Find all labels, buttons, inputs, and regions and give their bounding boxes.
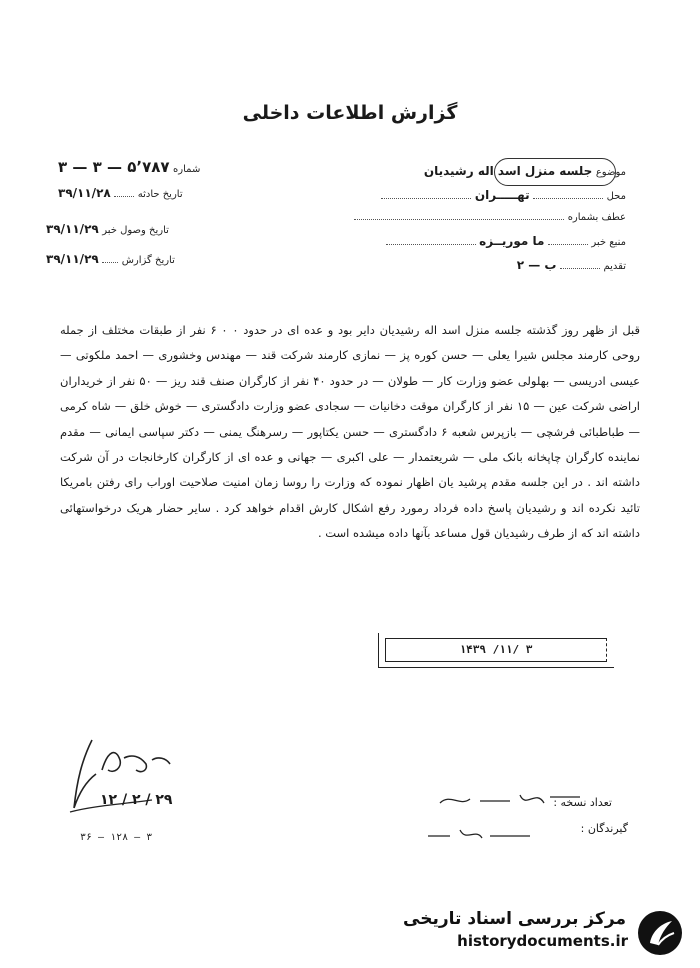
event-date-field — [58, 186, 183, 200]
event-date-label: تاریخ حادثه — [137, 189, 183, 200]
recipients-label: گیرندگان : — [580, 822, 628, 835]
place-value: تهـــــران — [474, 188, 530, 202]
place-field — [381, 188, 626, 202]
source-label: منبع خبر — [591, 237, 626, 248]
copies-label: تعداد نسخه : — [553, 796, 612, 809]
grade-field — [517, 258, 626, 272]
handwritten-date: ۱۲ / ۲ / ۲۹ — [100, 792, 173, 808]
document-number: ۳۶ — ۱۲۸ — ۳ — [80, 832, 153, 843]
recipients-handwriting — [420, 822, 540, 846]
report-date-value: ۳۹/۱۱/۲۹ — [46, 252, 99, 266]
follow-field — [354, 210, 626, 223]
follow-label: عطف بشماره — [567, 212, 626, 223]
registry-stamp: ۱۴۳۹ /۱۱/ ۳ — [385, 638, 607, 662]
subject-field — [424, 164, 626, 178]
source-value: ما موریــزه — [479, 234, 545, 248]
report-date-label: تاریخ گزارش — [121, 255, 175, 266]
subject-value: جلسه منزل اسد اله رشیدیان — [423, 164, 593, 178]
received-date-value: ۳۹/۱۱/۲۹ — [46, 222, 99, 236]
source-field — [386, 234, 626, 248]
number-label: شماره — [173, 164, 201, 175]
grade-label: تقدیم — [603, 261, 626, 272]
copies-handwriting — [430, 785, 610, 813]
received-date-field — [46, 222, 169, 236]
watermark-logo-icon — [636, 909, 684, 957]
event-date-value: ۳۹/۱۱/۲۸ — [58, 186, 111, 200]
watermark-title: مرکز بررسی اسناد تاریخی — [403, 909, 626, 929]
received-date-label: تاریخ وصول خبر — [102, 225, 169, 236]
report-body: قبل از ظهر روز گذشته جلسه منزل اسد اله رشیدیان دایر بود و عده ای در حدود ۰ ۰ ۶ نفر از طبقات مختلف از جمله روحی کارمند مجلس شیرا یعلی — حسن کوره پز — نمازی کارمند شرکت قند — مهندس وخشوری — احمد ملکوتی — عیسی ادریسی — بهلولی عضو وزارت کار — طولان — در حدود ۴۰ نفر از کارگران صنف قند ریز — ۵۰ نفر از خریداران اراضی شرکت عین — ۱۵ نفر از کارگران موقت دخانیات — سجادی عضو وزارت دادگستری — خوش خلق — شاه کرمی — طباطبائی فرشچی — بازپرس شعبه ۶ دادگستری — حسن یکتاپور — رسرهنگ یمنی — دکتر سپاسی ایمانی — مقدم نماینده کارگران چاپخانه بانک ملی — شریعتمدار — علی اکبری — جهانی و عده ای از کارگران کارخانجات در آن شرکت داشته اند . در این جلسه مقدم پرشید یان اظهار نموده که وزارت را روسا زمان امنیت صلاحیت اوراب رای رفتن بامریکا تائید نکرده اند و رشیدیان پاسخ داده فرداد رمورد رفع اشکال کارش اقدام خواهد کرد . سایر حضار هریک درخواستهائی داشته اند که از طرف رشیدیان قول مساعد بآنها داده میشده است . — [60, 323, 641, 541]
grade-value: ب — ۲ — [516, 258, 557, 272]
subject-label: موضوع — [595, 167, 626, 178]
number-field — [58, 158, 200, 176]
watermark-url: historydocuments.ir — [457, 932, 628, 950]
document-title: گزارش اطلاعات داخلی — [242, 102, 458, 124]
watermark — [388, 907, 688, 957]
place-label: محل — [606, 191, 626, 202]
number-value: ۵٬۷۸۷ — ۳ — ۳ — [58, 158, 170, 176]
report-date-field — [46, 252, 175, 266]
recipients-field — [581, 822, 628, 835]
